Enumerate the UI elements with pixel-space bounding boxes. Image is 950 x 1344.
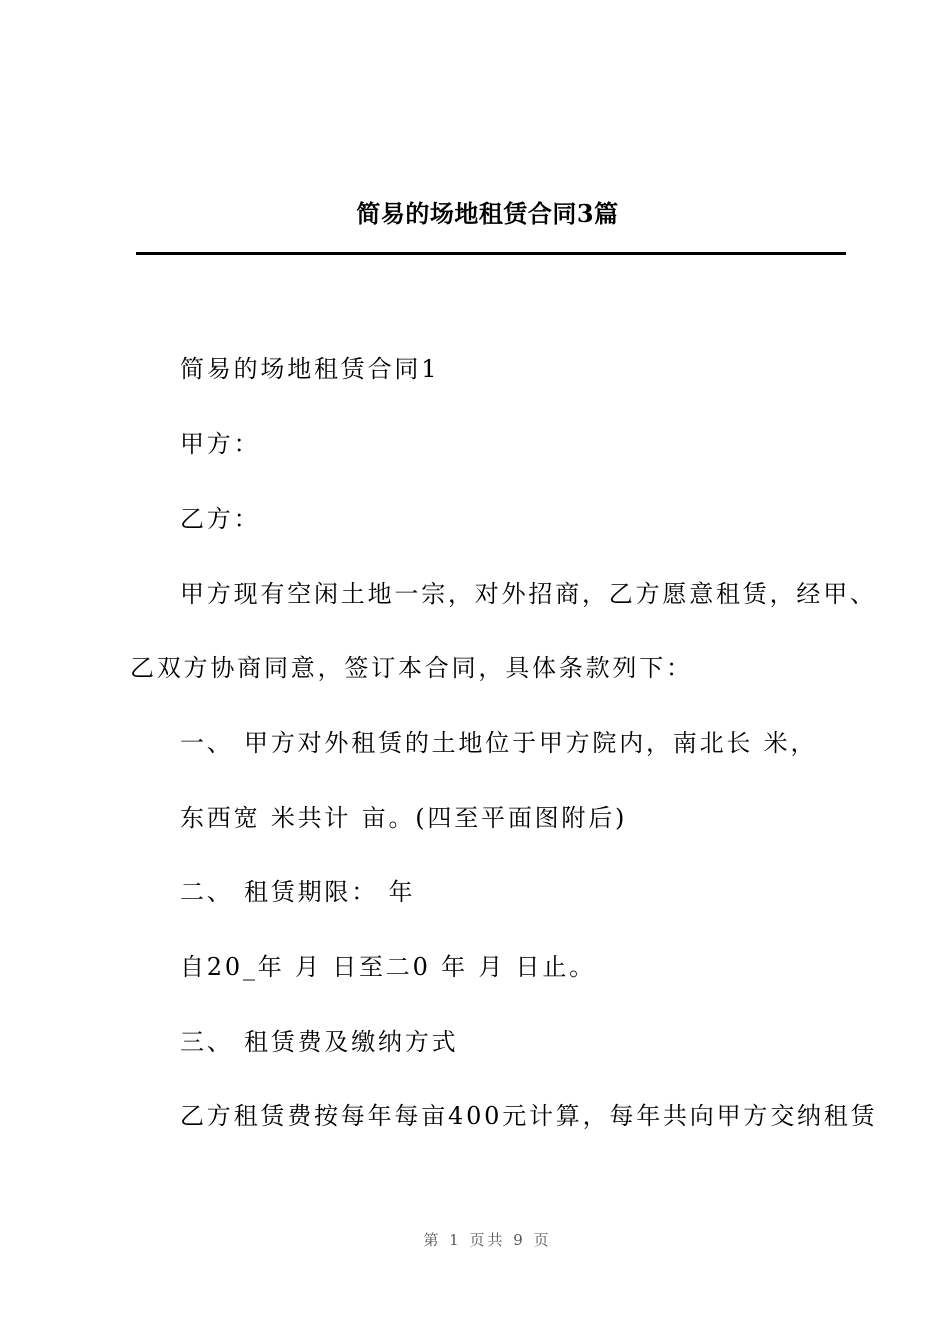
paragraph-clause-3: 三、 租赁费及缴纳方式 bbox=[180, 1028, 459, 1056]
paragraph-lease-dates: 自20_年 月 日至二0 年 月 日止。 bbox=[180, 953, 596, 981]
document-title: 简易的场地租赁合同3篇 bbox=[356, 199, 619, 228]
paragraph-rent-terms: 乙方租赁费按每年每亩400元计算，每年共向甲方交纳租赁 bbox=[180, 1102, 878, 1130]
paragraph-contract-heading: 简易的场地租赁合同1 bbox=[180, 355, 440, 383]
paragraph-clause-2: 二、 租赁期限： 年 bbox=[180, 878, 416, 906]
paragraph-intro-line1: 甲方现有空闲土地一宗，对外招商，乙方愿意租赁，经甲、 bbox=[180, 580, 877, 608]
paragraph-clause-1-line1: 一、 甲方对外租赁的土地位于甲方院内，南北长 米， bbox=[180, 729, 818, 757]
page-number-footer: 第 1 页共 9 页 bbox=[423, 1231, 552, 1249]
paragraph-clause-1-line2: 东西宽 米共计 亩。(四至平面图附后) bbox=[180, 804, 628, 832]
title-divider bbox=[136, 252, 846, 255]
paragraph-party-a: 甲方： bbox=[180, 430, 261, 458]
paragraph-intro-line2: 乙双方协商同意，签订本合同，具体条款列下： bbox=[130, 654, 693, 682]
paragraph-party-b: 乙方： bbox=[180, 505, 261, 533]
